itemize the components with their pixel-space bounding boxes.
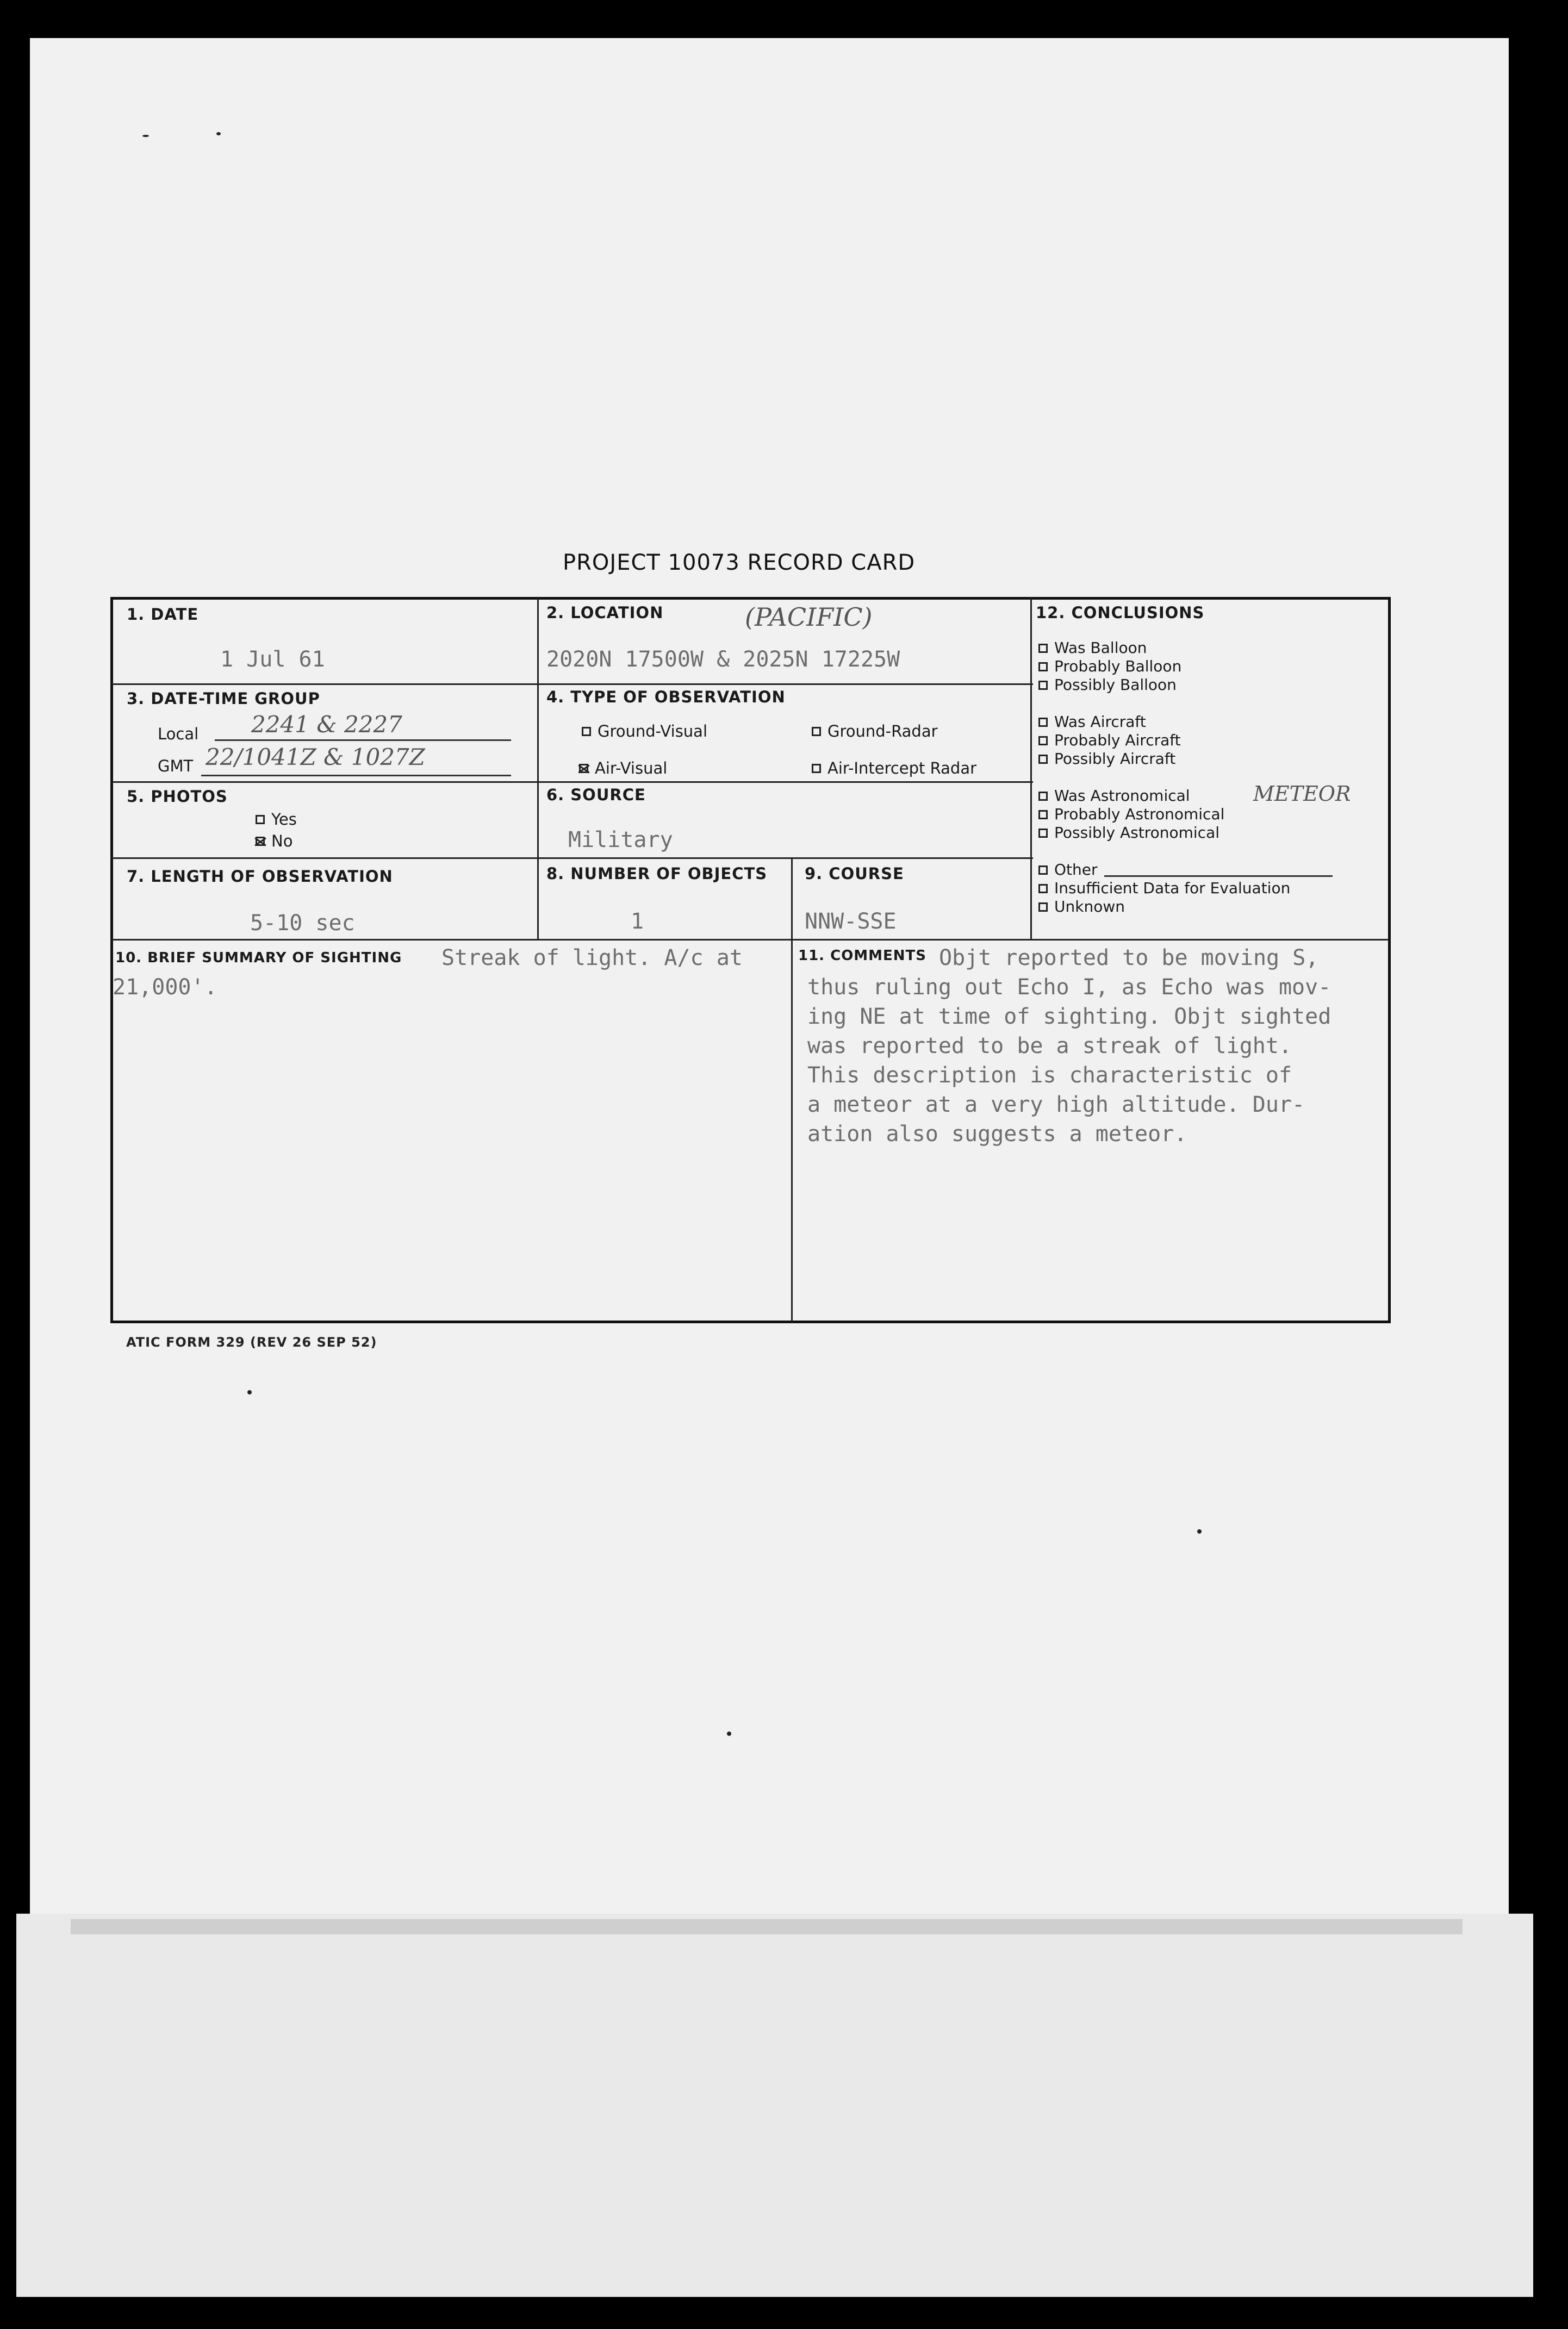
checkbox-icon: [1038, 736, 1048, 745]
checkbox-air-intercept-radar[interactable]: Air-Intercept Radar: [812, 759, 976, 777]
checkbox-probably-aircraft[interactable]: Probably Aircraft: [1038, 731, 1386, 750]
checkbox-possibly-balloon[interactable]: Possibly Balloon: [1038, 676, 1386, 694]
number-of-objects-label: 8. NUMBER OF OBJECTS: [546, 864, 768, 883]
gmt-label: GMT: [158, 757, 194, 775]
checkbox-insufficient-data[interactable]: Insufficient Data for Evaluation: [1038, 879, 1386, 898]
conclusions-label: 12. CONCLUSIONS: [1036, 603, 1205, 622]
comments-line-4: was reported to be a streak of light.: [807, 1033, 1292, 1058]
comments-line-2: thus ruling out Echo I, as Echo was mov-: [807, 975, 1331, 1000]
local-time-value: 2241 & 2227: [251, 711, 402, 738]
comments-label: 11. COMMENTS: [798, 948, 927, 964]
checkbox-ground-visual[interactable]: Ground-Visual: [582, 722, 707, 740]
date-value: 1 Jul 61: [220, 647, 325, 672]
brief-summary-label: 10. BRIEF SUMMARY OF SIGHTING: [115, 950, 402, 966]
checked-checkbox-icon: [579, 764, 588, 773]
checkbox-icon: [256, 815, 265, 824]
checkbox-unknown[interactable]: Unknown: [1038, 898, 1386, 916]
checkbox-other[interactable]: Other: [1038, 861, 1386, 879]
local-label: Local: [158, 725, 199, 743]
brief-summary-line-2: 21,000'.: [113, 975, 217, 1000]
checkbox-icon: [1038, 902, 1048, 912]
checkbox-was-balloon[interactable]: Was Balloon: [1038, 639, 1386, 657]
checkbox-icon: [1038, 644, 1048, 653]
location-label: 2. LOCATION: [546, 603, 664, 622]
checkbox-probably-balloon[interactable]: Probably Balloon: [1038, 657, 1386, 676]
checkbox-icon: [1038, 681, 1048, 690]
gmt-time-value: 22/1041Z & 1027Z: [206, 744, 425, 770]
checkbox-photos-no[interactable]: No: [256, 832, 293, 850]
checkbox-was-aircraft[interactable]: Was Aircraft: [1038, 713, 1386, 731]
checkbox-icon: [1038, 810, 1048, 819]
card-title: PROJECT 10073 RECORD CARD: [563, 550, 916, 575]
checkbox-icon: [1038, 829, 1048, 838]
conclusion-note: METEOR: [1253, 782, 1351, 806]
comments-line-5: This description is characteristic of: [807, 1063, 1292, 1088]
checkbox-icon: [1038, 662, 1048, 671]
checkbox-icon: [1038, 865, 1048, 875]
date-time-group-label: 3. DATE-TIME GROUP: [127, 689, 320, 708]
type-of-observation-label: 4. TYPE OF OBSERVATION: [546, 688, 786, 706]
length-of-observation-value: 5-10 sec: [250, 911, 355, 936]
source-label: 6. SOURCE: [546, 786, 646, 804]
checkbox-ground-radar[interactable]: Ground-Radar: [812, 722, 938, 740]
checkbox-icon: [1038, 884, 1048, 893]
checkbox-icon: [1038, 792, 1048, 801]
brief-summary-line-1: Streak of light. A/c at: [441, 945, 743, 970]
speck: [142, 135, 149, 137]
speck: [727, 1732, 731, 1736]
speck: [216, 132, 221, 135]
photos-label: 5. PHOTOS: [127, 787, 228, 806]
length-of-observation-label: 7. LENGTH OF OBSERVATION: [127, 867, 393, 886]
comments-line-6: a meteor at a very high altitude. Dur-: [807, 1092, 1305, 1117]
course-value: NNW-SSE: [805, 909, 897, 934]
checked-checkbox-icon: [256, 837, 265, 846]
source-value: Military: [568, 827, 673, 852]
location-value: 2020N 17500W & 2025N 17225W: [546, 647, 900, 672]
speck: [247, 1390, 252, 1394]
speck: [1197, 1529, 1202, 1534]
checkbox-probably-astronomical[interactable]: Probably Astronomical: [1038, 805, 1386, 824]
checkbox-icon: [1038, 718, 1048, 727]
checkbox-possibly-aircraft[interactable]: Possibly Aircraft: [1038, 750, 1386, 768]
comments-line-7: ation also suggests a meteor.: [807, 1122, 1187, 1147]
checkbox-icon: [1038, 755, 1048, 764]
checkbox-icon: [582, 727, 591, 736]
date-label: 1. DATE: [127, 605, 199, 624]
comments-line-1: Objt reported to be moving S,: [939, 945, 1319, 970]
conclusions-list: [1038, 639, 1386, 916]
location-note: (PACIFIC): [745, 602, 873, 632]
lower-page: [16, 1914, 1533, 2297]
checkbox-was-astronomical[interactable]: Was Astronomical: [1038, 787, 1386, 805]
number-of-objects-value: 1: [631, 909, 644, 934]
checkbox-air-visual[interactable]: Air-Visual: [579, 759, 667, 777]
comments-line-3: ing NE at time of sighting. Objt sighted: [807, 1004, 1331, 1029]
form-footer: ATIC FORM 329 (REV 26 SEP 52): [126, 1335, 377, 1350]
checkbox-possibly-astronomical[interactable]: Possibly Astronomical: [1038, 824, 1386, 842]
course-label: 9. COURSE: [805, 864, 904, 883]
checkbox-icon: [812, 727, 821, 736]
checkbox-photos-yes[interactable]: Yes: [256, 810, 297, 829]
checkbox-icon: [812, 764, 821, 773]
